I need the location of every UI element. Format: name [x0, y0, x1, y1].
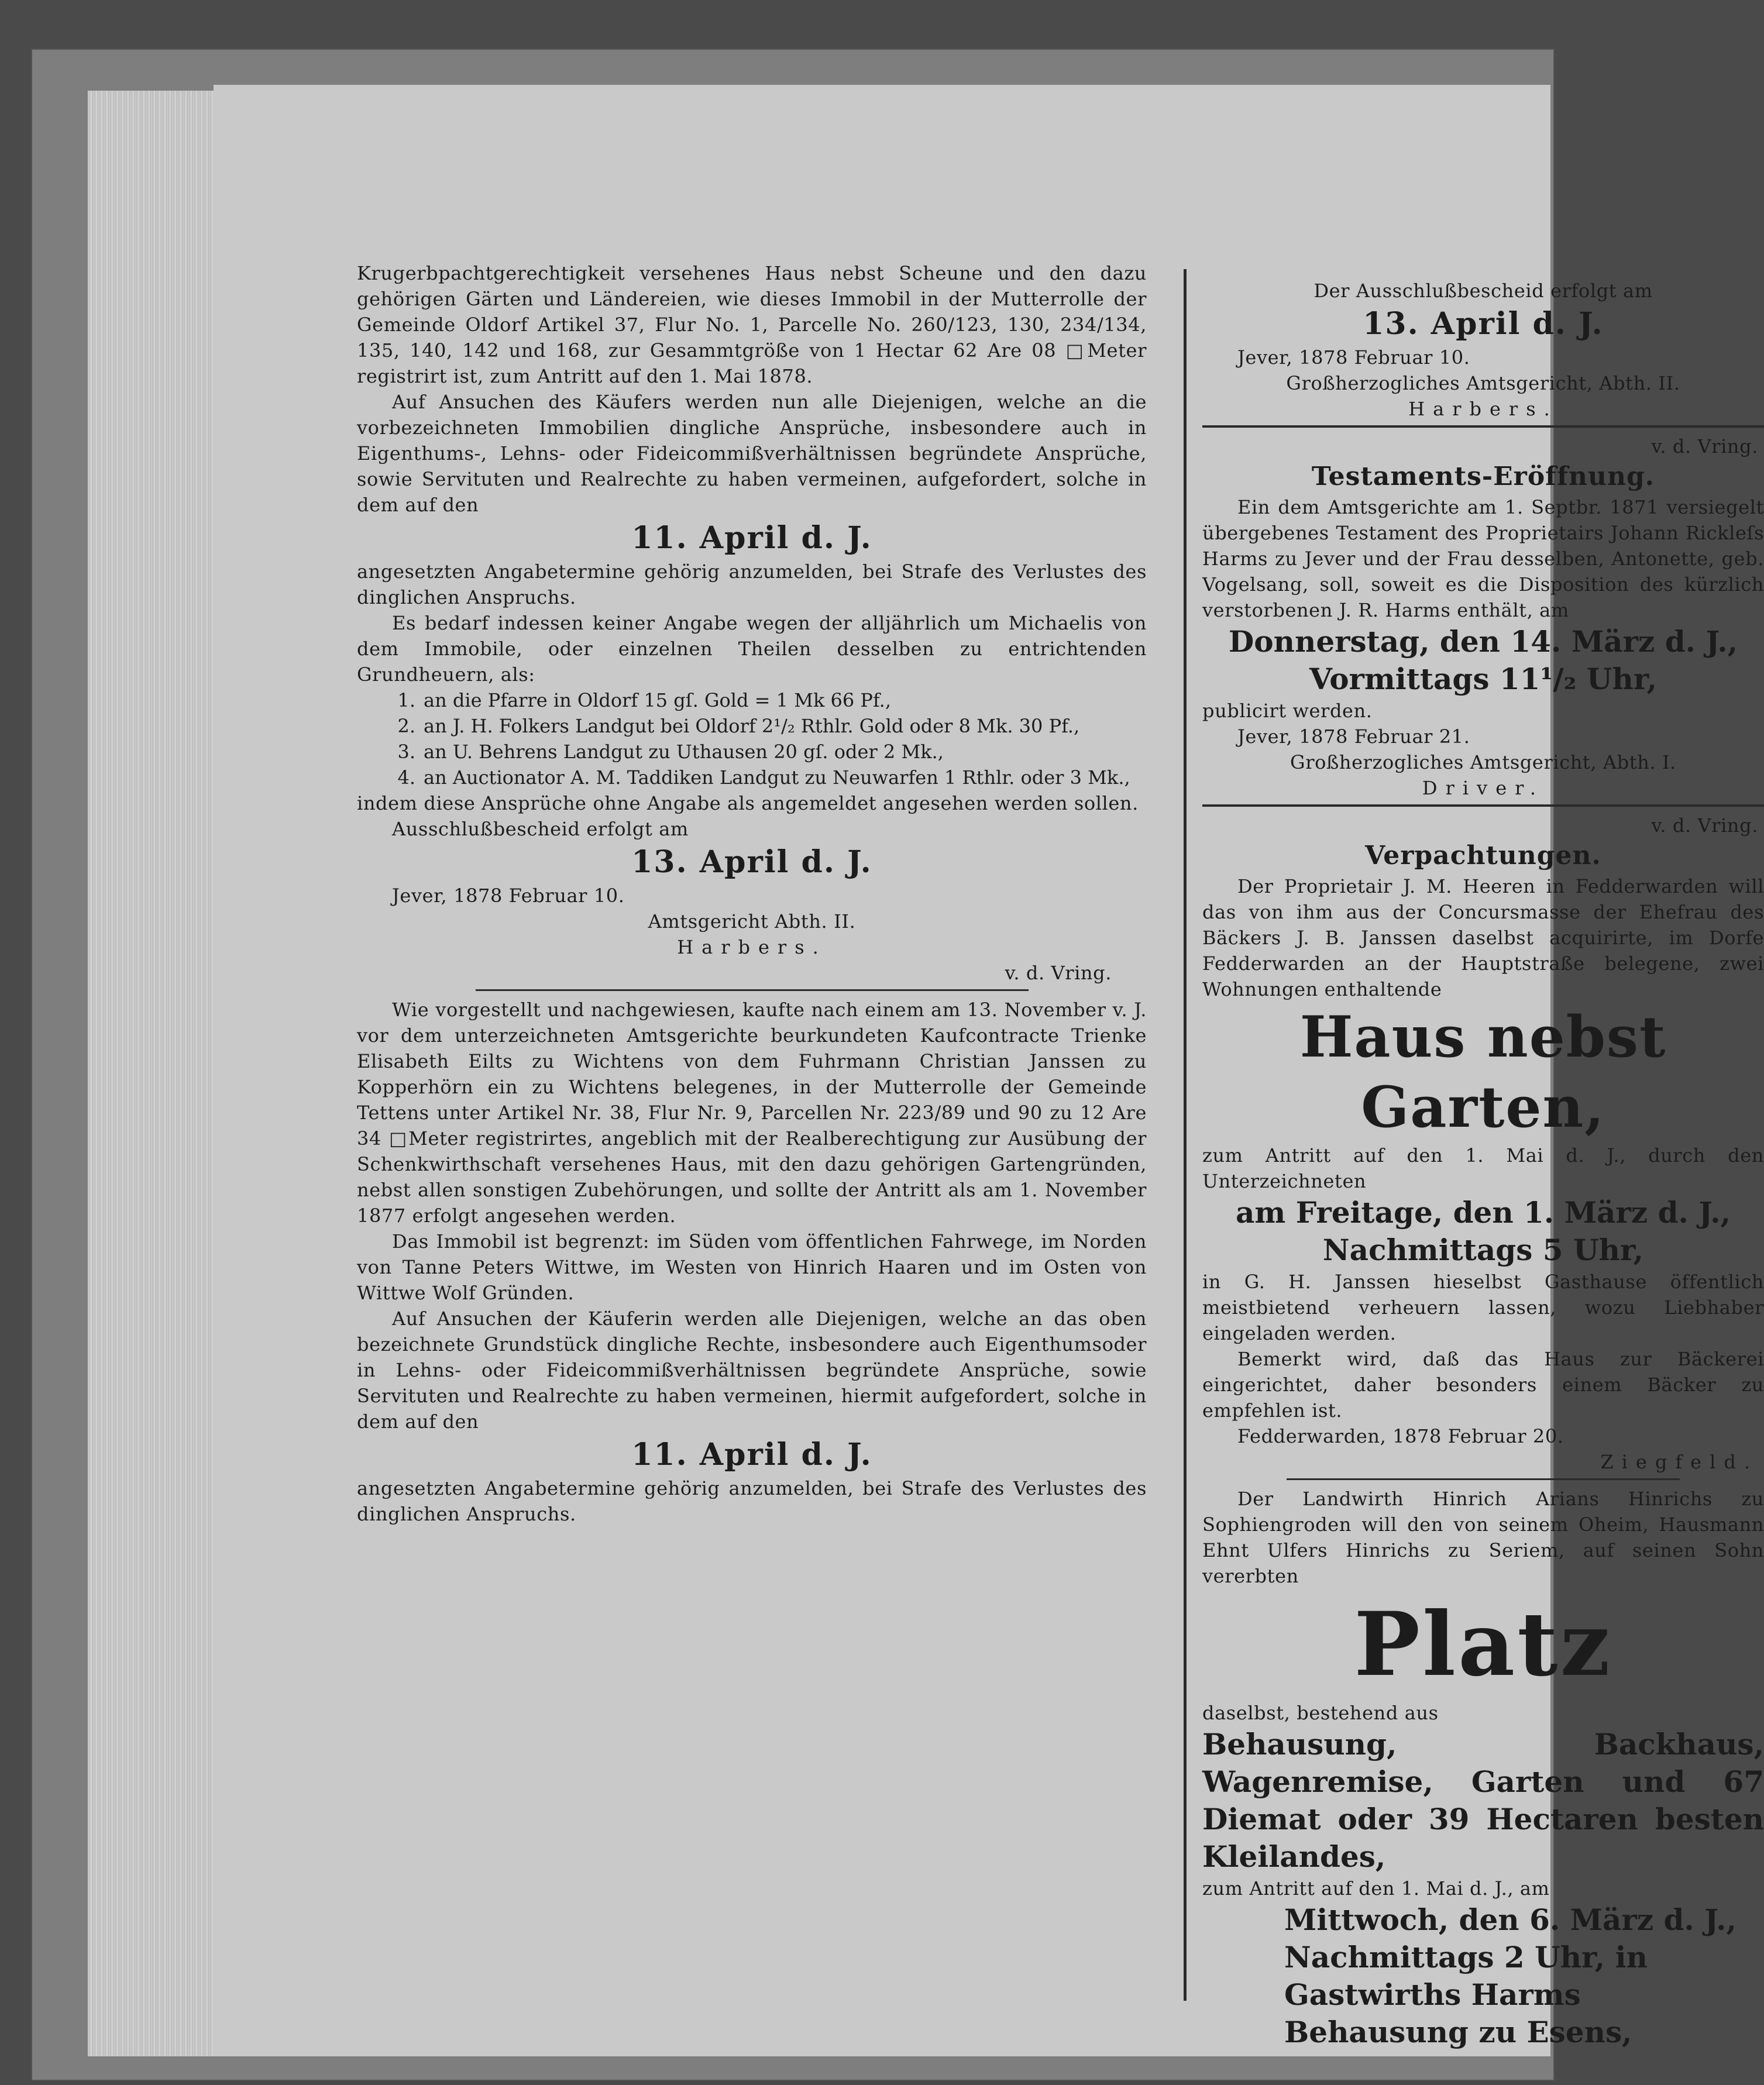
notice-text: angesetzten Angabetermine gehörig anzumelden, bei Strafe des Verlustes des dinglichen Anspruchs. — [357, 560, 1147, 608]
left-column — [357, 260, 1147, 1527]
place-date: Jever, 1878 Februar 10. — [392, 885, 625, 907]
judge-name: Driver. — [1422, 777, 1545, 799]
notice-text: daselbst, bestehend aus — [1202, 1702, 1439, 1724]
notice-text: zum Antritt auf den 1. Mai d. J., am — [1202, 1877, 1550, 1900]
ground-rent-list — [357, 687, 1147, 790]
signer-name: Ziegfeld. — [1600, 1451, 1758, 1473]
opening-date: Donnerstag, den 14. März d. J., — [1228, 624, 1738, 659]
newspaper-page — [214, 85, 1764, 2056]
section-divider — [1202, 425, 1764, 428]
list-item — [357, 687, 1147, 713]
notice-text: Krugerbpachtgerechtigkeit versehenes Haus nebst Scheune und den dazu gehörigen Gärten und Ländereien, wie dieses Immobil in der Mutterrolle der Gemeinde Oldorf Artikel 37, Flur No. 1, Parcelle No. 260/123, 130, 234/134, 135, 140, 142 und 168, zur Gesammtgröße von 1 Hectar 62 Are 08 □Meter registrirt ist, zum Antritt auf den 1. Mai 1878. — [357, 262, 1147, 387]
deadline-date: 11. April d. J. — [631, 1437, 872, 1472]
auction-date: Mittwoch, den 6. März d. J., Nachmittags 2 Uhr, in Gastwirths Harms Behausung zu Esens, — [1284, 1902, 1737, 2049]
judge-name: Harbers. — [677, 936, 827, 958]
clerk-name: v. d. Vring. — [1005, 962, 1112, 984]
auction-time: Nachmittags 5 Uhr, — [1322, 1233, 1644, 1267]
notice-text: Der Ausschlußbescheid erfolgt am — [1313, 280, 1653, 302]
place-date: Jever, 1878 Februar 10. — [1237, 346, 1470, 369]
deadline-date: 11. April d. J. — [631, 520, 872, 556]
notice-text: Auf Ansuchen des Käufers werden nun alle Diejenigen, welche an die vorbezeichneten Immobilien dingliche Ansprüche, insbesondere auch in Eigenthums-, Lehns- oder Fideicommißverhältnissen begründete Ansprüche, sowie Servituten und Realrechte zu haben vermeinen, aufgefordert, solche in dem auf den — [357, 391, 1147, 516]
list-text: an J. H. Folkers Landgut bei Oldorf 2¹/₂ Rthlr. Gold oder 8 Mk. 30 Pf., — [424, 715, 1080, 737]
notice-text: indem diese Ansprüche ohne Angabe als angemeldet angesehen werden sollen. — [357, 792, 1139, 814]
clerk-name: v. d. Vring. — [1651, 814, 1758, 837]
section-divider — [476, 989, 1029, 991]
section-heading: Verpachtungen. — [1365, 841, 1601, 871]
property-title: Platz — [1354, 1593, 1612, 1696]
court-name: Großherzogliches Amtsgericht, Abth. II. — [1286, 372, 1680, 394]
list-number: 1. — [397, 689, 415, 711]
column-divider — [1184, 269, 1187, 2001]
notice-text: Der Proprietair J. M. Heeren in Fedderwarden will das von ihm aus der Concursmasse der Ehefrau des Bäckers J. B. Janssen daselbst acquirirte, im Dorfe Fedderwarden an der Hauptstraße belegene, zwei Wohnungen enthaltende — [1202, 875, 1764, 1000]
place-date: Jever, 1878 Februar 21. — [1237, 725, 1470, 748]
list-number: 2. — [397, 715, 415, 737]
notice-text: Wie vorgestellt und nachgewiesen, kaufte nach einem am 13. November v. J. vor dem unterzeichneten Amtsgerichte beurkundeten Kaufcontracte Trienke Elisabeth Eilts zu Wichtens von dem Fuhrmann Christian Janssen zu Kopperhörn ein zu Wichtens belegenes, in der Mutterrolle der Gemeinde Tettens unter Artikel Nr. 38, Flur Nr. 9, Parcellen Nr. 223/89 und 90 zu 12 Are 34 □Meter registrirtes, angeblich mit der Realberechtigung zur Ausübung der Schenkwirthschaft versehenes Haus, mit den dazu gehörigen Gartengründen, nebst allen sonstigen Zubehörungen, und sollte der Antritt als am 1. November 1877 erfolgt angesehen werden. — [357, 999, 1147, 1227]
section-divider — [1287, 1478, 1680, 1480]
section-divider — [1202, 804, 1764, 807]
section-heading: Testaments-Eröffnung. — [1311, 462, 1655, 491]
notice-text: Das Immobil ist begrenzt: im Süden vom öffentlichen Fahrwege, im Norden von Tanne Peters Wittwe, im Westen von Hinrich Haaren und im Osten von Wittwe Wolf Gründen. — [357, 1230, 1147, 1304]
list-text: an U. Behrens Landgut zu Uthausen 20 gſ. oder 2 Mk., — [424, 741, 944, 763]
list-item — [357, 739, 1147, 765]
notice-text: in G. H. Janssen hieselbst Gasthause öffentlich meistbietend verheuern lassen, wozu Liebhaber eingeladen werden. — [1202, 1271, 1764, 1344]
right-column — [1202, 79, 1764, 2051]
court-name: Amtsgericht Abth. II. — [648, 910, 856, 933]
page-edges — [88, 91, 215, 2056]
notice-text: angesetzten Angabetermine gehörig anzumelden, bei Strafe des Verlustes des dinglichen Anspruchs. — [357, 1477, 1147, 1525]
notice-text: Ein dem Amtsgerichte am 1. Septbr. 1871 versiegelt übergebenes Testament des Proprietairs Johann Rickleſs Harms zu Jever und der Frau desselben, Antonette, geb. Vogelsang, soll, soweit es die Disposition des kürzlich verstorbenen J. R. Harms enthält, am — [1202, 496, 1764, 621]
auction-date: am Freitage, den 1. März d. J., — [1236, 1195, 1731, 1230]
list-item — [357, 713, 1147, 739]
notice-text: Bemerkt wird, daß das Haus zur Bäckerei eingerichtet, daher besonders einem Bäcker zu empfehlen ist. — [1202, 1348, 1764, 1422]
notice-text: Der Landwirth Hinrich Arians Hinrichs zu Sophiengroden will den von seinem Oheim, Hausmann Ehnt Ulfers Hinrichs zu Seriem, auf seinen Sohn vererbten — [1202, 1488, 1764, 1587]
judge-name: Harbers. — [1408, 398, 1558, 420]
notice-text: Auf Ansuchen der Käuferin werden alle Diejenigen, welche an das oben bezeichnete Grundstück dingliche Rechte, insbesondere auch Eigenthumsoder in Lehns- oder Fideicommißverhältnissen begründete Ansprüche, sowie Servituten und Realrechte zu haben vermeinen, hiermit aufgefordert, solche in dem auf den — [357, 1308, 1147, 1433]
clerk-name: v. d. Vring. — [1651, 435, 1758, 457]
list-number: 3. — [397, 741, 415, 763]
list-text: an Auctionator A. M. Taddiken Landgut zu Neuwarfen 1 Rthlr. oder 3 Mk., — [424, 766, 1130, 789]
notice-text: Ausschlußbescheid erfolgt am — [392, 818, 689, 840]
list-item — [357, 765, 1147, 790]
opening-time: Vormittags 11¹/₂ Uhr, — [1309, 662, 1658, 696]
decision-date: 13. April d. J. — [631, 844, 872, 880]
property-title: Haus nebst Garten, — [1299, 1004, 1667, 1140]
property-description: Behausung, Backhaus, Wagenremise, Garten und 67 Diemat oder 39 Hectaren besten Kleilandes, — [1202, 1727, 1764, 1874]
place-date: Fedderwarden, 1878 Februar 20. — [1237, 1425, 1564, 1447]
list-text: an die Pfarre in Oldorf 15 gſ. Gold = 1 Mk 66 Pf., — [424, 689, 891, 711]
notice-text: Es bedarf indessen keiner Angabe wegen der alljährlich um Michaelis von dem Immobile, oder einzelnen Theilen desselben zu entrichtenden Grundheuern, als: — [357, 612, 1147, 686]
notice-text: zum Antritt auf den 1. Mai d. J., durch den Unterzeichneten — [1202, 1144, 1764, 1192]
court-name: Großherzogliches Amtsgericht, Abth. I. — [1290, 751, 1676, 773]
list-number: 4. — [397, 766, 415, 789]
decision-date: 13. April d. J. — [1363, 306, 1604, 342]
notice-text: publicirt werden. — [1202, 700, 1373, 722]
